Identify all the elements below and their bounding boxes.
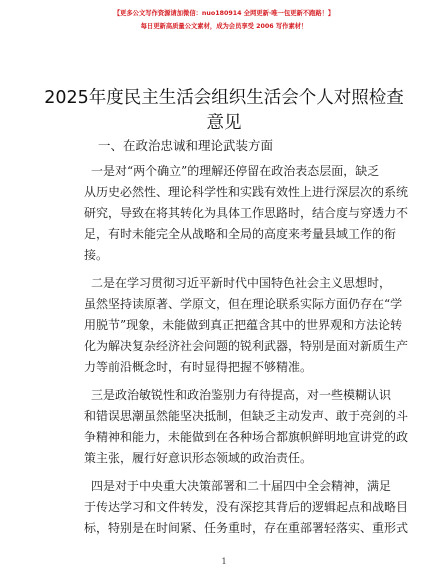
- body-paragraph: [84, 476, 412, 539]
- paragraph-line: 从历史必然性、理论科学性和实践有效性上进行深层次的系统: [84, 185, 409, 199]
- paragraph-line: 虽然坚持读原著、学原文，但在理论联系实际方面仍存在“学: [84, 297, 403, 311]
- section-heading: 一、在政治忠诚和理论武装方面: [98, 138, 274, 153]
- paragraph-line: 力等前沿概念时，有时显得把握不够精准。: [84, 360, 313, 374]
- paragraph-line: 接。: [84, 248, 109, 262]
- page-number: 1: [221, 557, 227, 566]
- paragraph-line: 足，有时未能完全从战略和全局的高度来考量县域工作的衔: [84, 227, 397, 241]
- paragraph-line: 研究，导致在将其转化为具体工作思路时，结合度与穿透力不: [84, 206, 409, 220]
- promo-banner-line-2: 每日更新高质量公文素材，成为会员享受 2006 写作素材！: [140, 23, 308, 30]
- paragraph-line: 用脱节”现象，未能做到真正把蕴含其中的世界观和方法论转: [84, 318, 403, 332]
- paragraph-line: 化为解决复杂经济社会问题的锐利武器，特别是面对新质生产: [84, 339, 409, 353]
- paragraph-line: 二是在学习贯彻习近平新时代中国特色社会主义思想时，: [91, 276, 392, 290]
- paragraph-line: 于传达学习和文件转发，没有深挖其背后的逻辑起点和战略目: [84, 500, 409, 514]
- promo-banner-line-1: 【更多公文写作资源请加微信：nuo180914 全网更新·唯一包更新不跑路！】: [113, 10, 335, 17]
- document-body: [84, 136, 412, 546]
- body-paragraph: [84, 161, 412, 266]
- body-paragraph: [84, 273, 412, 378]
- paragraph-list: [84, 161, 412, 539]
- paragraph-line: 四是对于中央重大决策部署和二十届四中全会精神，满足: [91, 479, 392, 493]
- paragraph-line: 策主张，履行好意识形态领域的政治责任。: [84, 451, 313, 465]
- paragraph-line: 一是对“两个确立”的理解还停留在政治表态层面，缺乏: [91, 164, 380, 178]
- body-paragraph: [84, 385, 412, 469]
- document-title: 2025年度民主生活会组织生活会个人对照检查意见: [44, 88, 404, 133]
- paragraph-line: 三是政治敏锐性和政治鉴别力有待提高，对一些模糊认识: [91, 388, 392, 402]
- paragraph-line: 标，特别是在时间紧、任务重时，存在重部署轻落实、重形式: [84, 521, 409, 535]
- paragraph-line: 争精神和能力，未能做到在各种场合都旗帜鲜明地宣讲党的政: [84, 430, 409, 444]
- paragraph-line: 和错误思潮虽然能坚决抵制，但缺乏主动发声、敢于亮剑的斗: [84, 409, 409, 423]
